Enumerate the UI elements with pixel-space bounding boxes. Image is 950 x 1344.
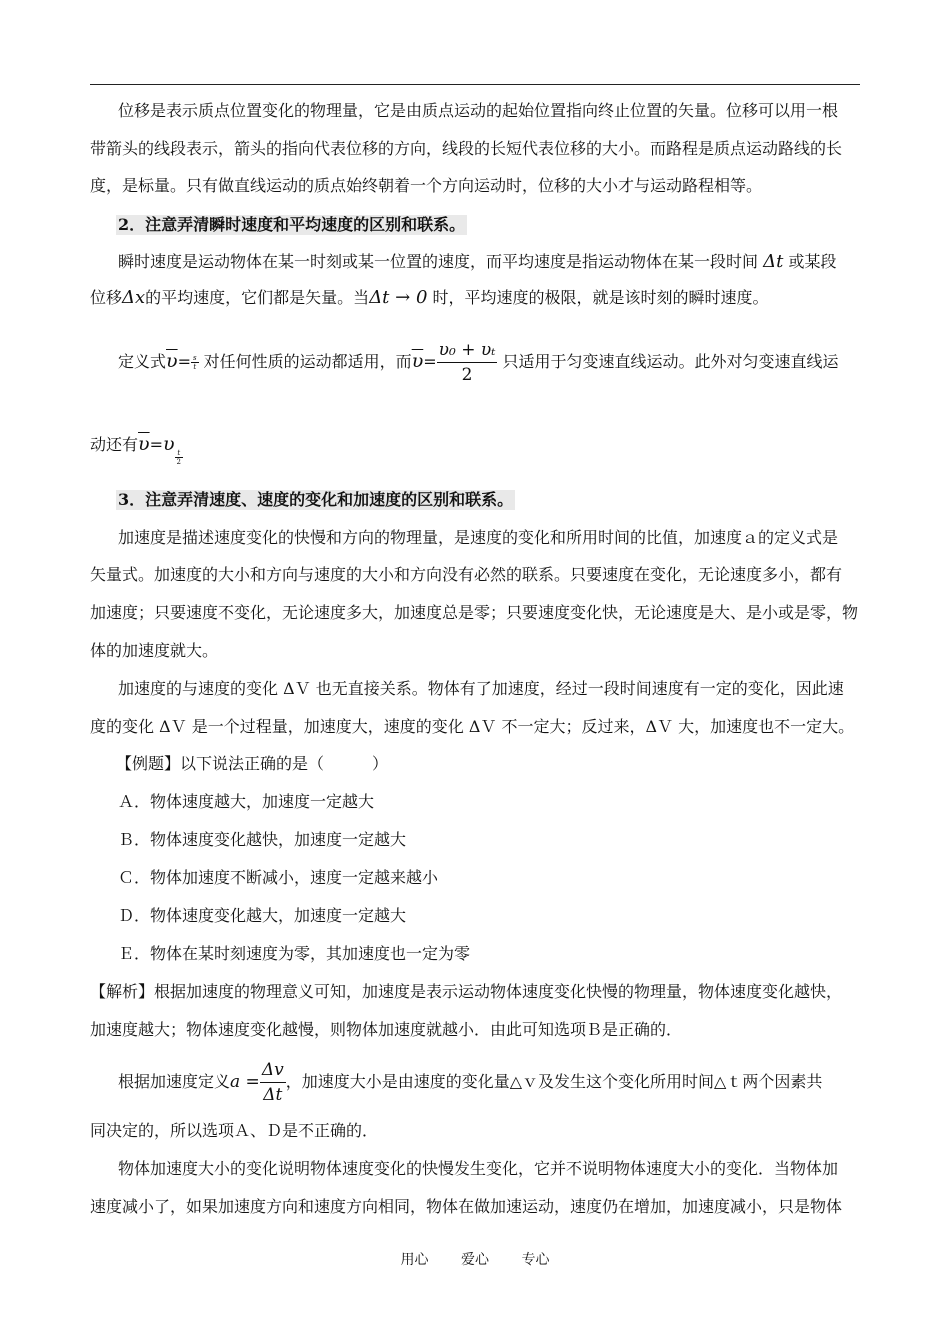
paragraph-line: 体的加速度就大。 [90,641,219,660]
numerator: υ₀ + υₜ [437,338,498,363]
analysis-line: 【解析】根据加速度的物理意义可知，加速度是表示运动物体速度变化快慢的物理量，物体速度变化越快， [90,982,843,1001]
option-c: Ｃ．物体加速度不断减小，速度一定越来越小 [118,868,439,887]
math-v-bar: $\overline{\upsilon}$ [166,350,178,372]
fraction-v-average [437,338,498,387]
paragraph-line: 物体加速度大小的变化说明物体速度变化的快慢发生变化，它并不说明物体速度大小的变化．当物体加 [118,1159,839,1178]
paragraph-line: 带箭头的线段表示，箭头的指向代表位移的方向，线段的长短代表位移的大小。而路程是质点运动路线的长 [90,139,843,158]
section-heading-3 [116,490,515,510]
paragraph-line: 加速度的与速度的变化 ΔＶ 也无直接关系。物体有了加速度，经过一段时间速度有一定的变化，因此速 [118,679,844,698]
numerator: Δv [260,1058,286,1083]
paragraph-line: 位移是表示质点位置变化的物理量，它是由质点运动的起始位置指向终止位置的矢量。位移可以用一根 [118,101,839,120]
paragraph-line [118,252,860,272]
section-heading-2 [116,215,467,235]
denominator: 2 [176,458,182,466]
paragraph-line: 加速度；只要速度不变化，无论速度多大，加速度总是零；只要速度变化快，无论速度是大、是小或是零，物 [90,603,859,622]
paragraph-line: 加速度是描述速度变化的快慢和方向的物理量，是速度的变化和所用时间的比值，加速度ａ的定义式是 [118,528,839,547]
option-e: Ｅ．物体在某时刻速度为零，其加速度也一定为零 [118,944,471,963]
analysis-line: 同决定的，所以选项Ａ、Ｄ是不正确的． [90,1121,379,1140]
math-limit: Δt → 0 [369,287,428,308]
page-footer [0,1249,950,1269]
denominator: Δt [263,1085,283,1105]
example-question: 【例题】以下说法正确的是（ ） [116,754,389,773]
text-run: 对任何性质的运动都适用，而 [203,352,412,371]
math-v-bar: $\overline{\upsilon}$ [411,350,424,372]
text-run: 的平均速度，它们都是矢量。当 [145,288,370,307]
text-run: 位移 [90,288,123,307]
formula-line [118,1058,860,1105]
numerator: t [175,449,183,458]
numerator: s [192,354,197,362]
paragraph-line: 度，是标量。只有做直线运动的质点始终朝着一个方向运动时，位移的大小才与运动路程相等。 [90,176,763,195]
footer-item: 专心 [521,1252,550,1268]
text-run: ，加速度大小是由速度的变化量△ｖ及发生这个变化所用时间△ｔ两个因素共 [285,1072,823,1091]
analysis-line: 加速度越大；物体速度变化越慢，则物体加速度就越小．由此可知选项Ｂ是正确的． [90,1020,683,1039]
math-equals: = [423,352,437,371]
text-run: 或某段 [788,252,837,271]
text-run: 定义式 [118,352,167,371]
footer-item: 爱心 [461,1252,489,1268]
text-run: 只适用于匀变速直线运动。此外对匀变速直线运 [502,352,839,371]
math-equals: = [149,435,163,454]
formula-line [90,434,860,466]
math-delta-t: Δt [763,251,784,272]
math-equals: = [177,352,191,371]
fraction-acceleration [260,1058,286,1107]
option-d: Ｄ．物体速度变化越大，加速度一定越大 [118,906,407,925]
math-v: υ [162,433,175,455]
denominator: 2 [461,365,473,385]
text-run: 根据加速度定义 [118,1072,231,1091]
denominator: t [193,363,197,371]
header-rule [90,84,860,85]
option-b: Ｂ．物体速度变化越快，加速度一定越大 [118,830,407,849]
text-run: 瞬时速度是运动物体在某一时刻或某一位置的速度，而平均速度是指运动物体在某一段时间 [118,252,759,271]
paragraph-line: 矢量式。加速度的大小和方向与速度的大小和方向没有必然的联系。只要速度在变化，无论速度多小，都有 [90,565,843,584]
fraction-s-over-t [191,354,199,371]
math-v-bar: $\overline{\upsilon}$ [138,433,150,455]
paragraph-line [90,288,860,308]
formula-line [118,338,860,385]
paragraph-line: 速度减小了，如果加速度方向和速度方向相同，物体在做加速运动，速度仍在增加，加速度减小，只是物体 [90,1197,843,1216]
math-delta-x: Δx [122,287,146,308]
math-a-equals: a = [230,1072,260,1092]
section-heading-text: 3．注意弄清速度、速度的变化和加速度的区别和联系。 [118,490,514,509]
section-heading-text: 2．注意弄清瞬时速度和平均速度的区别和联系。 [118,215,466,234]
footer-item: 用心 [400,1252,429,1268]
paragraph-line: 度的变化 ΔＶ 是一个过程量，加速度大，速度的变化 ΔＶ 不一定大；反过来，ΔＶ 大，加速度也不一定大。 [90,717,855,736]
option-a: Ａ．物体速度越大，加速度一定越大 [118,792,375,811]
text-run: 动还有 [90,435,139,454]
text-run: 时，平均速度的极限，就是该时刻的瞬时速度。 [432,288,769,307]
fraction-t-half [175,449,183,466]
